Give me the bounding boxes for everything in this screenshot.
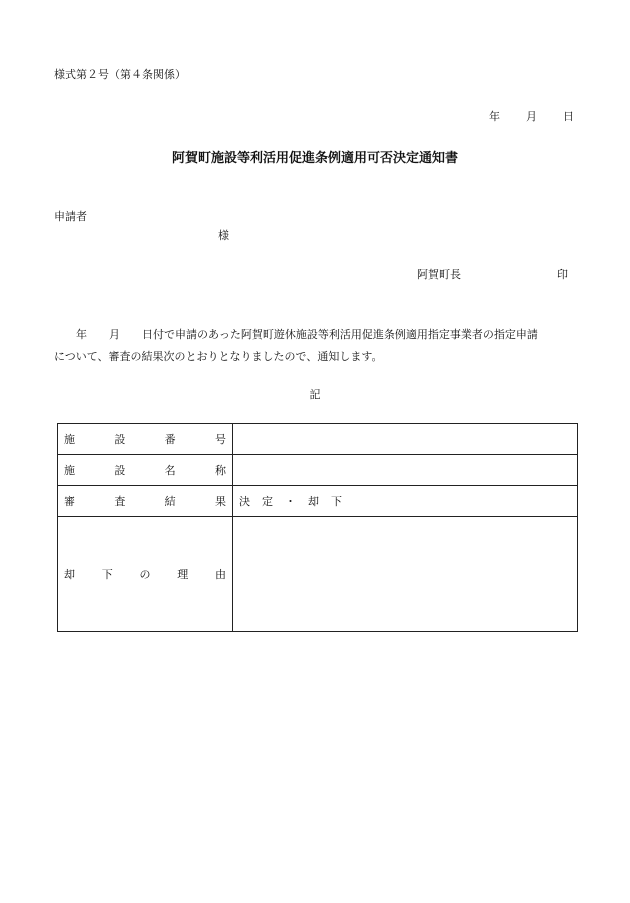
date-month: 月 — [526, 110, 537, 123]
result-table — [57, 423, 578, 632]
form-number: 様式第２号（第４条関係） — [54, 68, 186, 81]
date-line — [489, 108, 574, 124]
facility-name-value — [233, 455, 578, 486]
document-title: 阿賀町施設等利活用促進条例適用可否決定通知書 — [171, 151, 458, 166]
applicant-honorific: 様 — [218, 229, 229, 242]
table-row-review-result — [58, 486, 578, 517]
facility-name-label: 施 設 名 称 — [58, 455, 233, 486]
seal-mark: 印 — [557, 268, 568, 281]
issuer-line — [417, 266, 568, 282]
date-year: 年 — [489, 110, 500, 123]
body-year: 年 — [76, 328, 87, 341]
issuer-name: 阿賀町長 — [417, 268, 461, 281]
table-row-rejection-reason — [58, 517, 578, 632]
body-month: 月 — [109, 328, 120, 341]
review-result-value: 決 定 ・ 却 下 — [233, 486, 578, 517]
body-line1: 日付で申請のあった阿賀町遊休施設等利活用促進条例適用指定事業者の指定申請 — [142, 328, 538, 341]
table-row-facility-number — [58, 424, 578, 455]
ki-heading: 記 — [309, 388, 321, 401]
review-result-label: 審 査 結 果 — [58, 486, 233, 517]
rejection-reason-label: 却 下 の 理 由 — [58, 517, 233, 632]
rejection-reason-value — [233, 517, 578, 632]
facility-number-label: 施 設 番 号 — [58, 424, 233, 455]
applicant-label: 申請者 — [54, 210, 87, 223]
date-day: 日 — [563, 110, 574, 123]
body-line2: について、審査の結果次のとおりとなりましたので、通知します。 — [54, 350, 383, 363]
notice-body — [54, 324, 578, 368]
table-row-facility-name — [58, 455, 578, 486]
facility-number-value — [233, 424, 578, 455]
